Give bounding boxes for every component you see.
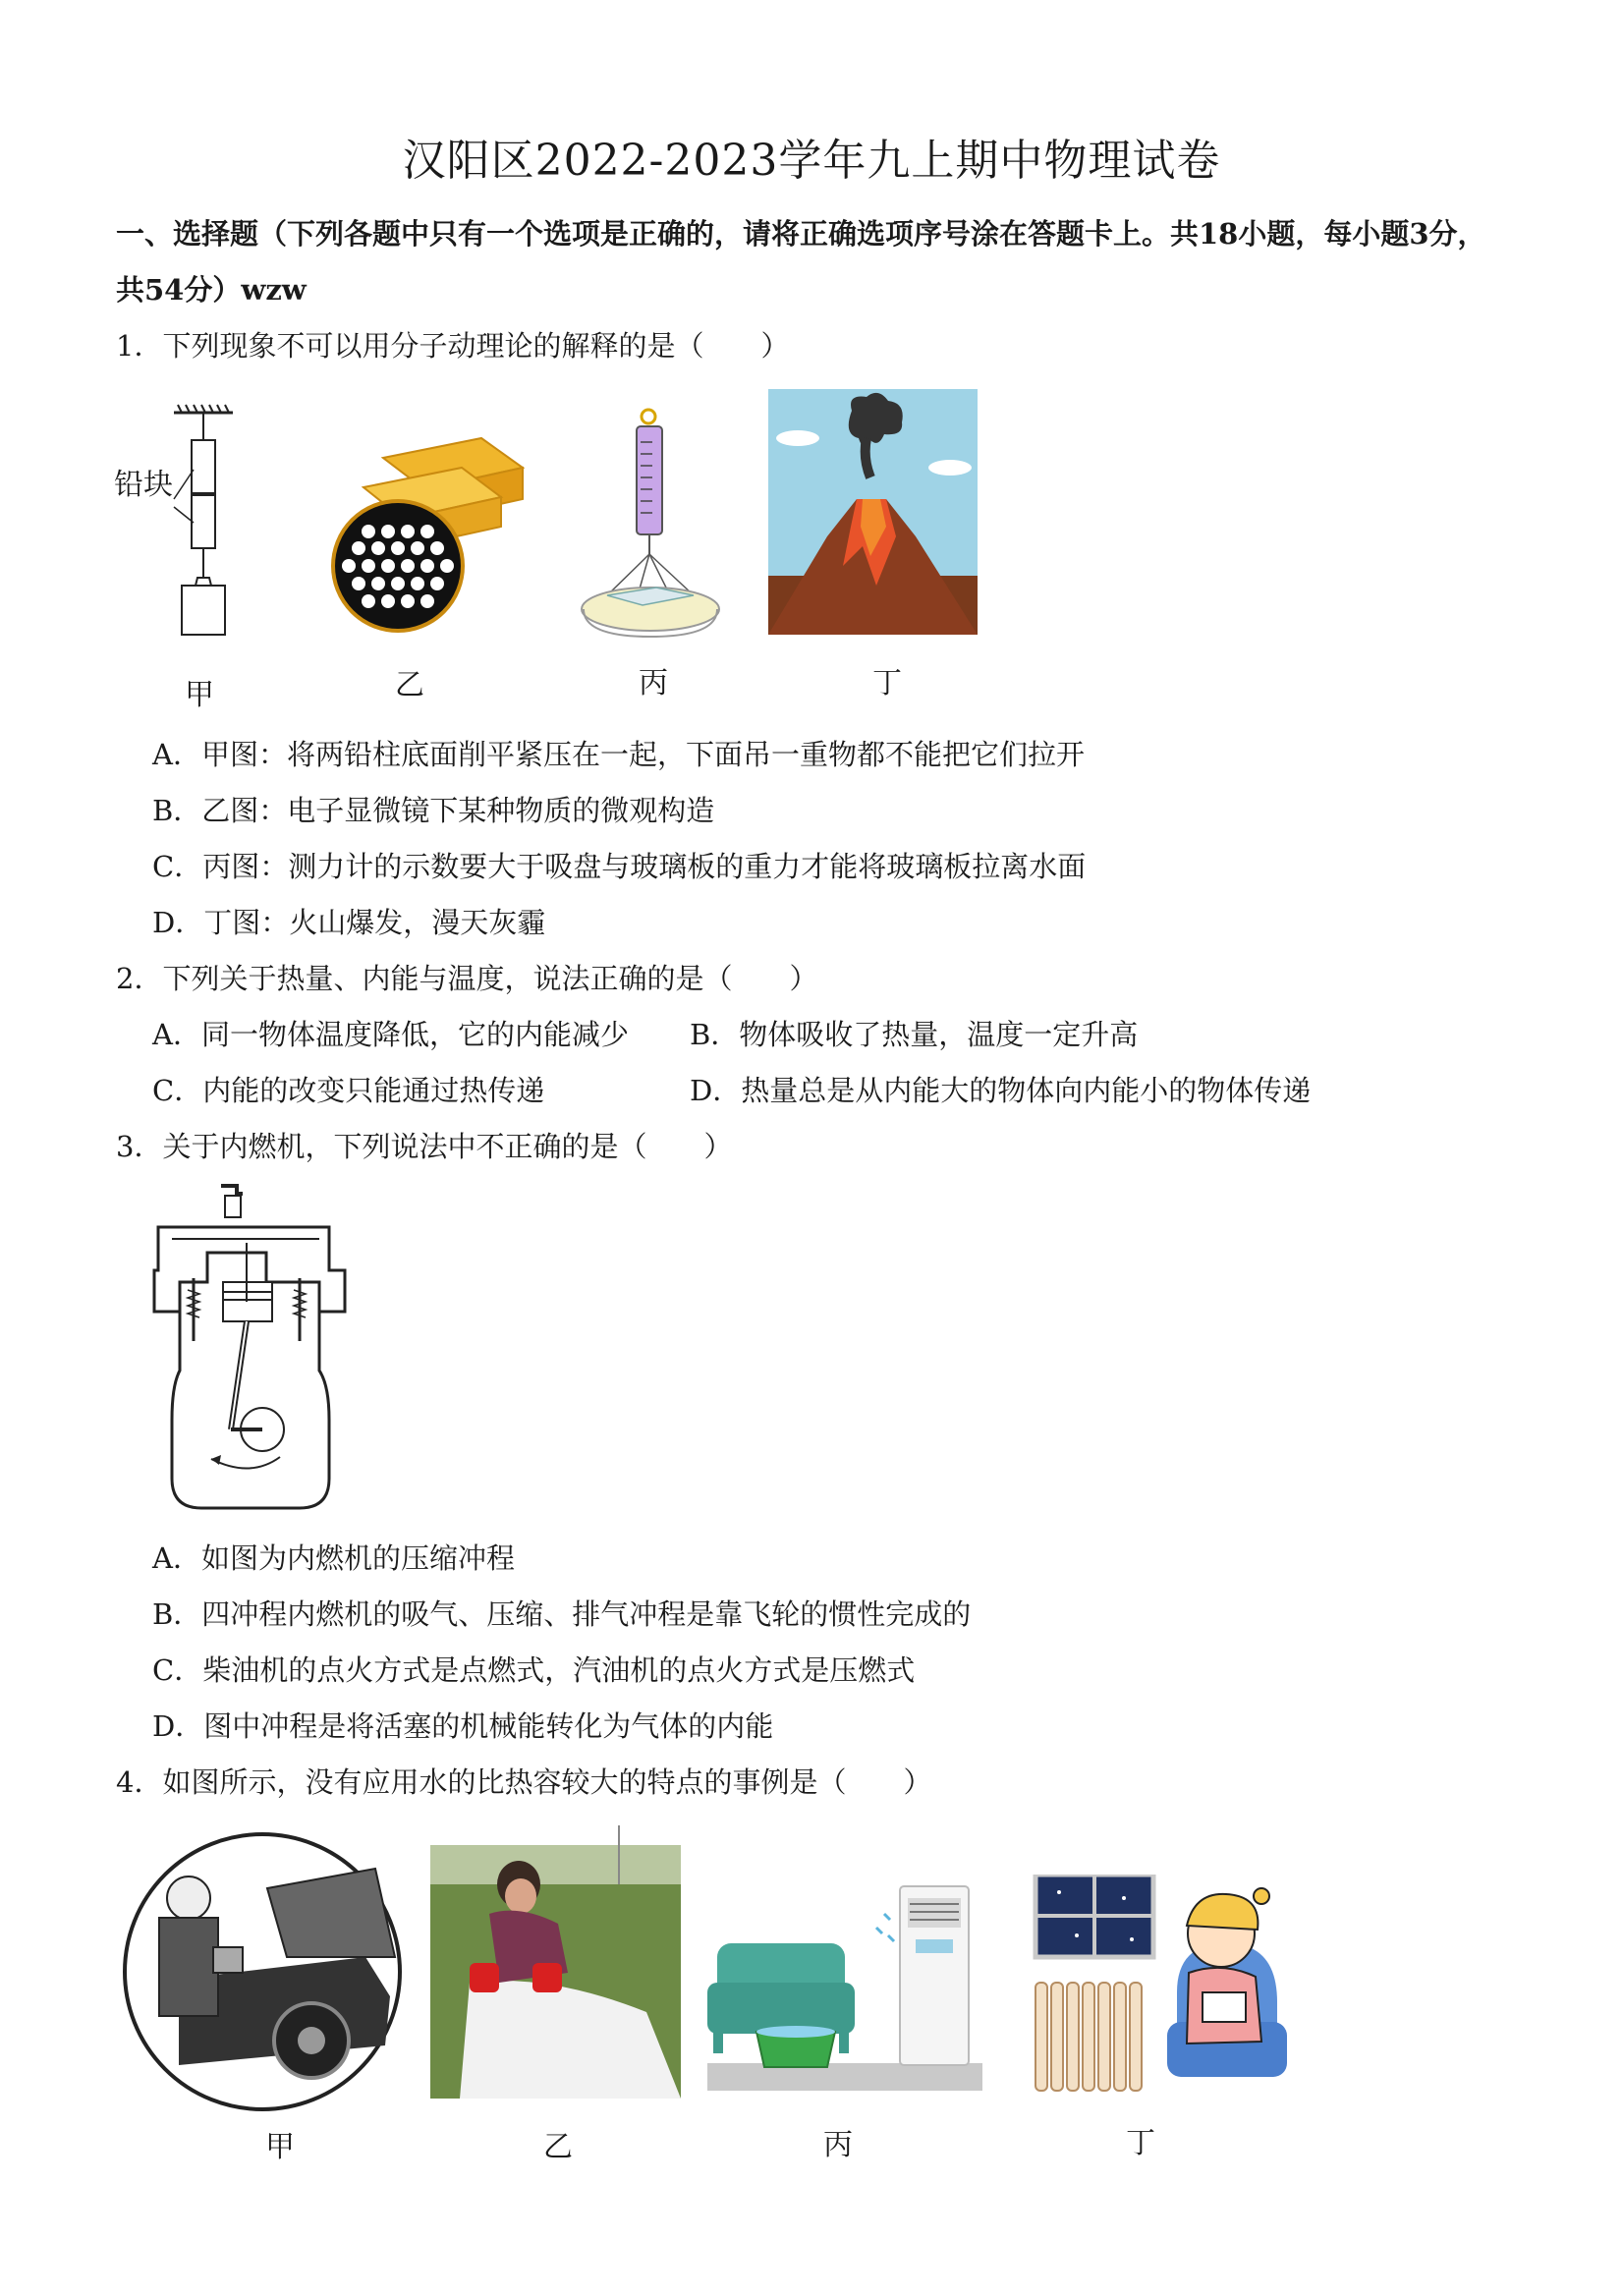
q1-caption-yi: 乙: [395, 668, 424, 702]
q4-stem: 4．如图所示，没有应用水的比热容较大的特点的事例是（ ）: [116, 1765, 932, 1799]
q2-option-b: B．物体吸收了热量，温度一定升高: [690, 1018, 1139, 1051]
section-heading-line1: 一、选择题（下列各题中只有一个选项是正确的，请将正确选项序号涂在答题卡上。共18小题，每小题3分，: [116, 217, 1486, 251]
section-heading-line2: 共54分）wzw: [116, 273, 307, 307]
q3-option-d: D．图中冲程是将活塞的机械能转化为气体的内能: [152, 1709, 774, 1743]
q1-caption-bing: 丙: [639, 666, 668, 700]
q1-fig-bing-spring-scale: [578, 403, 725, 644]
q4-fig-bing-air-conditioner: [707, 1884, 982, 2091]
q1-option-b: B．乙图：电子显微镜下某种物质的微观构造: [152, 794, 715, 827]
q4-fig-jia-car-radiator: [120, 1829, 405, 2114]
q2-option-d: D．热量总是从内能大的物体向内能小的物体传递: [690, 1074, 1312, 1107]
q4-caption-bing: 丙: [823, 2128, 853, 2162]
q1-caption-jia: 甲: [185, 678, 214, 712]
exam-title: 汉阳区2022-2023学年九上期中物理试卷: [402, 136, 1221, 186]
q4-fig-yi-farmer: [430, 1825, 681, 2099]
q3-option-a: A．如图为内燃机的压缩冲程: [152, 1541, 515, 1575]
q1-fig-yi-microstructure: [314, 428, 526, 635]
q1-option-d: D．丁图：火山爆发，漫天灰霾: [152, 906, 546, 939]
q1-option-c: C．丙图：测力计的示数要大于吸盘与玻璃板的重力才能将玻璃板拉离水面: [152, 850, 1087, 883]
q1-fig-jia-lead-blocks: [113, 401, 246, 646]
q1-fig-jia-label: 铅块: [114, 468, 173, 502]
q2-option-a: A．同一物体温度降低，它的内能减少: [152, 1018, 629, 1051]
q1-fig-ding-volcano: [768, 389, 978, 635]
q3-fig-engine: [152, 1184, 349, 1518]
q1-caption-ding: 丁: [872, 666, 902, 700]
q3-option-b: B．四冲程内燃机的吸气、压缩、排气冲程是靠飞轮的惯性完成的: [152, 1597, 972, 1631]
q2-option-c: C．内能的改变只能通过热传递: [152, 1074, 545, 1107]
q1-option-a: A．甲图：将两铅柱底面削平紧压在一起，下面吊一重物都不能把它们拉开: [152, 738, 1085, 771]
q2-stem: 2．下列关于热量、内能与温度，说法正确的是（ ）: [116, 962, 818, 995]
q4-fig-ding-radiator-child: [1030, 1875, 1287, 2093]
q4-caption-jia: 甲: [265, 2130, 295, 2164]
q3-option-c: C．柴油机的点火方式是点燃式，汽油机的点火方式是压燃式: [152, 1653, 916, 1687]
q1-stem: 1．下列现象不可以用分子动理论的解释的是（ ）: [116, 329, 790, 363]
q3-stem: 3．关于内燃机，下列说法中不正确的是（ ）: [116, 1130, 733, 1163]
q4-caption-yi: 乙: [543, 2130, 573, 2164]
q4-caption-ding: 丁: [1126, 2126, 1155, 2160]
